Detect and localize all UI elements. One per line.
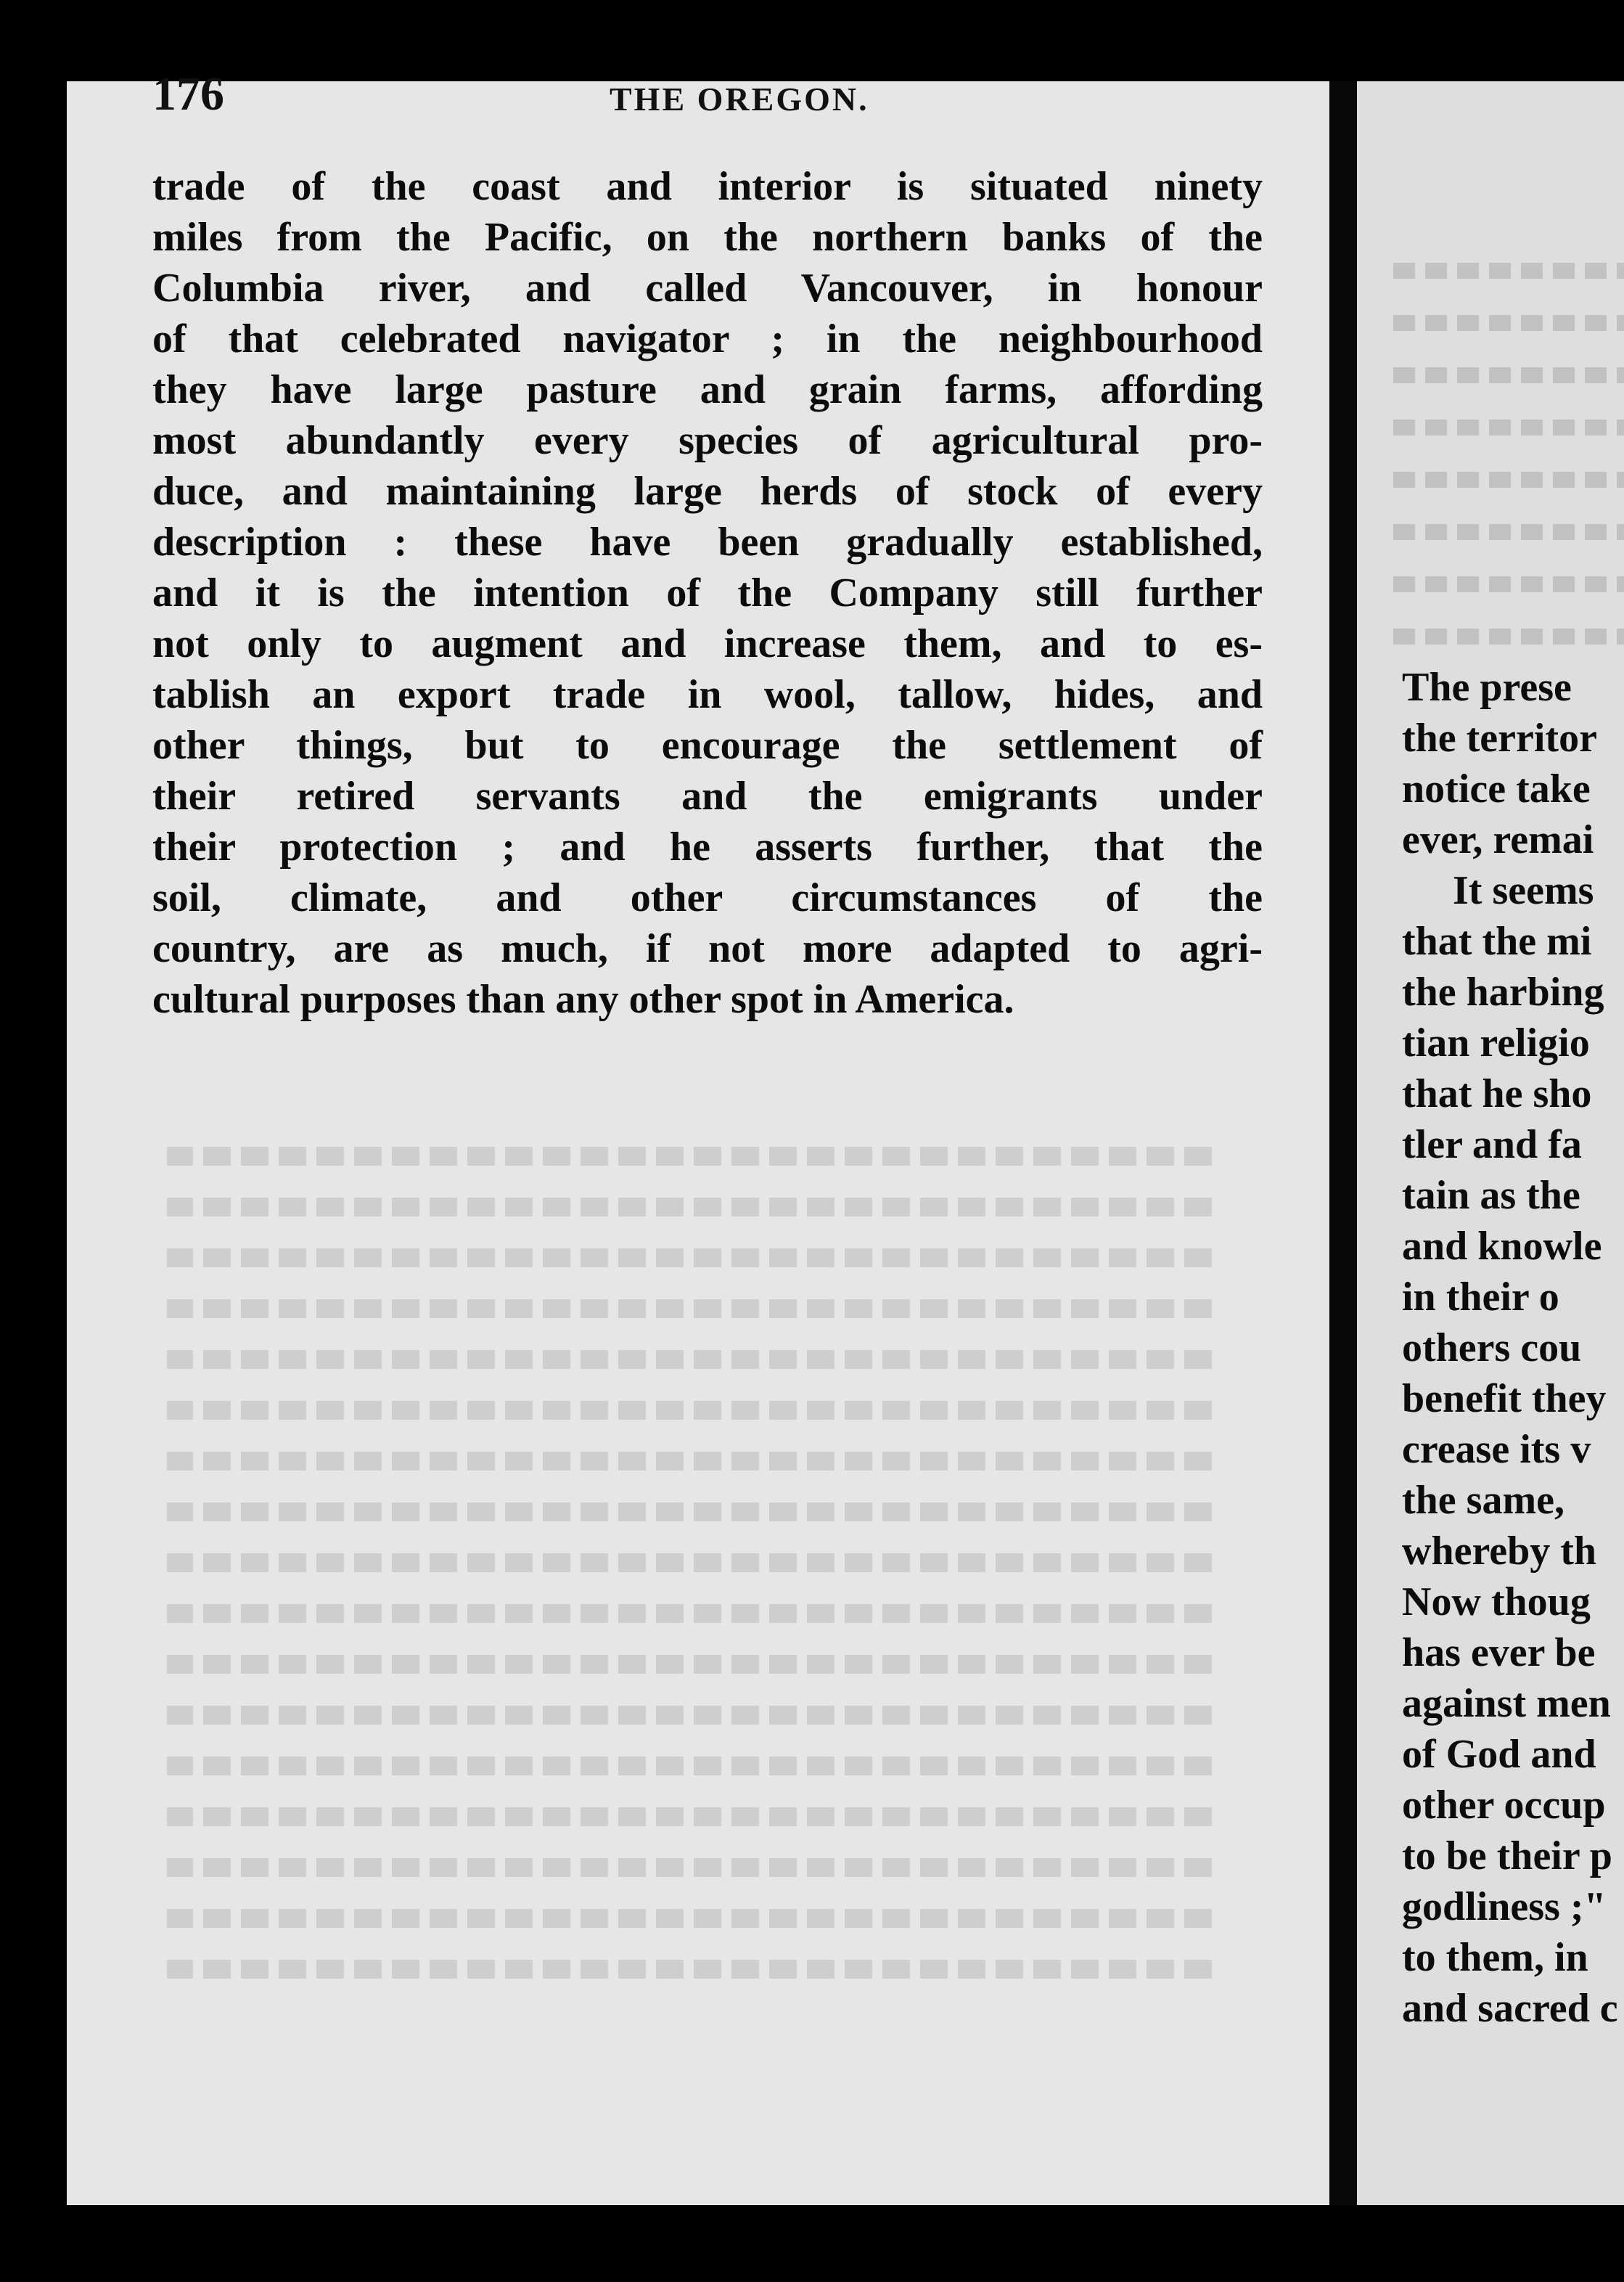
facing-line: the same, [1402,1478,1564,1523]
text-line: miles from the Pacific, on the northern banks of the [152,215,1263,260]
text-line: cultural purposes than any other spot in America. [152,977,1014,1022]
facing-line: crease its v [1402,1427,1591,1472]
facing-line: tian religio [1402,1021,1590,1066]
facing-line: to them, in [1402,1935,1588,1980]
facing-line: benefit they [1402,1376,1607,1421]
text-line: Columbia river, and called Vancouver, in honour [152,266,1263,311]
text-line: they have large pasture and grain farms, affording [152,367,1263,412]
page-header-title: THE OREGON. [610,81,869,118]
page-number: 176 [152,68,224,120]
text-line: other things, but to encourage the settlement of [152,723,1263,768]
text-line: country, are as much, if not more adapted to agri- [152,926,1263,971]
facing-line: has ever be [1402,1630,1596,1675]
show-through-text [167,1147,1212,2011]
text-line: tablish an export trade in wool, tallow, hides, and [152,672,1263,717]
text-line: duce, and maintaining large herds of stock of every [152,469,1263,514]
text-line: their protection ; and he asserts further, that the [152,825,1263,870]
facing-line: against men [1402,1681,1611,1726]
facing-line: Now thoug [1402,1579,1591,1624]
faint-facing-text [1393,263,1624,681]
facing-line: others cou [1402,1325,1582,1370]
facing-line: The prese [1402,665,1572,710]
body-text [152,161,1263,1025]
facing-line: that he sho [1402,1071,1592,1116]
facing-line: in their o [1402,1275,1559,1320]
text-line: and it is the intention of the Company still further [152,570,1263,616]
text-line: most abundantly every species of agricultural pro- [152,418,1263,463]
facing-line: tain as the [1402,1173,1580,1218]
text-line: not only to augment and increase them, and to es- [152,621,1263,666]
right-page [1357,81,1624,2205]
facing-line: of God and [1402,1732,1596,1777]
facing-line: to be their p [1402,1833,1612,1878]
text-line: of that celebrated navigator ; in the neighbourhood [152,316,1263,361]
facing-line: and sacred c [1402,1986,1618,2031]
facing-line: It seems [1453,868,1594,913]
facing-line: other occup [1402,1783,1606,1828]
gutter [1329,81,1357,2205]
facing-line: ever, remai [1402,817,1594,862]
facing-line: godliness ;" [1402,1884,1607,1929]
text-line: their retired servants and the emigrants under [152,774,1263,819]
facing-line: the territor [1402,716,1597,761]
facing-line: and knowle [1402,1224,1602,1269]
running-head [152,67,1270,139]
facing-line: that the mi [1402,919,1592,964]
facing-line: notice take [1402,766,1591,811]
facing-line: the harbing [1402,970,1604,1015]
facing-line: tler and fa [1402,1122,1582,1167]
text-line: soil, climate, and other circumstances of the [152,875,1263,920]
facing-page-text [1402,662,1624,2034]
text-line: description : these have been gradually established, [152,520,1263,565]
text-line: trade of the coast and interior is situated ninety [152,164,1263,209]
facing-line: whereby th [1402,1529,1597,1574]
